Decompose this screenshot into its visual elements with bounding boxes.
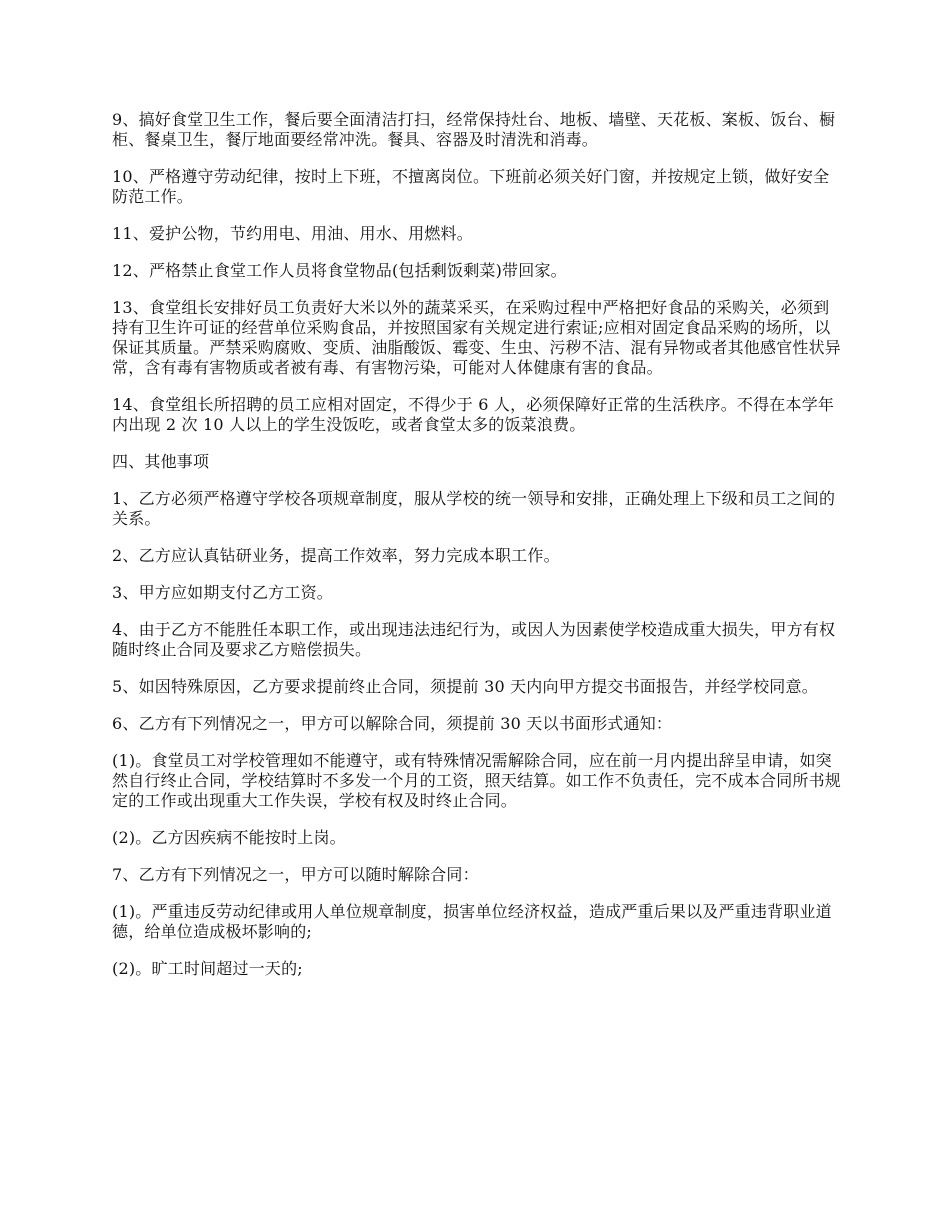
other-item-1: 1、乙方必须严格遵守学校各项规章制度，服从学校的统一领导和安排，正确处理上下级和员工之间的关系。 xyxy=(112,489,836,528)
other-item-7: 7、乙方有下列情况之一，甲方可以随时解除合同： xyxy=(112,865,479,884)
paragraph-item-11: 11、爱护公物，节约用电、用油、用水、用燃料。 xyxy=(112,224,473,243)
paragraph-item-13: 13、食堂组长安排好员工负责好大米以外的蔬菜采买，在采购过程中严格把好食品的采购关，必须到持有卫生许可证的经营单位采购食品，并按照国家有关规定进行索证;应相对固定食品采购的场所，以保证其质量。严禁采购腐败、变质、油脂酸饭、霉变、生虫、污秽不洁、混有异物或者其他感官性状异常，含有毒有害物质或者被有毒、有害物污染，可能对人体健康有害的食品。 xyxy=(112,298,842,377)
other-item-2: 2、乙方应认真钻研业务，提高工作效率，努力完成本职工作。 xyxy=(112,546,560,565)
paragraph-item-14: 14、食堂组长所招聘的员工应相对固定，不得少于 6 人，必须保障好正常的生活秩序。不得在本学年内出现 2 次 10 人以上的学生没饭吃，或者食堂太多的饭菜浪费。 xyxy=(112,395,835,434)
other-item-3: 3、甲方应如期支付乙方工资。 xyxy=(112,583,333,602)
paragraph-item-12: 12、严格禁止食堂工作人员将食堂物品(包括剩饭剩菜)带回家。 xyxy=(112,261,567,280)
document-page xyxy=(112,110,842,996)
other-item-4: 4、由于乙方不能胜任本职工作，或出现违法违纪行为，或因人为因素使学校造成重大损失，甲方有权随时终止合同及要求乙方赔偿损失。 xyxy=(112,620,836,659)
other-item-6: 6、乙方有下列情况之一，甲方可以解除合同，须提前 30 天以书面形式通知： xyxy=(112,714,673,733)
paragraph-item-10: 10、严格遵守劳动纪律，按时上下班，不擅离岗位。下班前必须关好门窗，并按规定上锁，做好安全防范工作。 xyxy=(112,167,830,206)
other-item-6-sub-2: (2)。乙方因疾病不能按时上岗。 xyxy=(112,828,346,847)
section-heading-other-matters: 四、其他事项 xyxy=(112,452,210,471)
other-item-5: 5、如因特殊原因，乙方要求提前终止合同，须提前 30 天内向甲方提交书面报告，并经学校同意。 xyxy=(112,677,818,696)
other-item-7-sub-2: (2)。旷工时间超过一天的; xyxy=(112,959,303,978)
other-item-7-sub-1: (1)。严重违反劳动纪律或用人单位规章制度，损害单位经济权益，造成严重后果以及严重违背职业道德，给单位造成极坏影响的; xyxy=(112,902,832,941)
other-item-6-sub-1: (1)。食堂员工对学校管理如不能遵守，或有特殊情况需解除合同，应在前一月内提出辞呈申请，如突然自行终止合同，学校结算时不多发一个月的工资，照天结算。如工作不负责任，完不成本合同所书规定的工作或出现重大工作失误，学校有权及时终止合同。 xyxy=(112,751,842,810)
paragraph-item-9: 9、搞好食堂卫生工作，餐后要全面清洁打扫，经常保持灶台、地板、墙壁、天花板、案板、饭台、橱柜、餐桌卫生，餐厅地面要经常冲洗。餐具、容器及时清洗和消毒。 xyxy=(112,110,836,149)
